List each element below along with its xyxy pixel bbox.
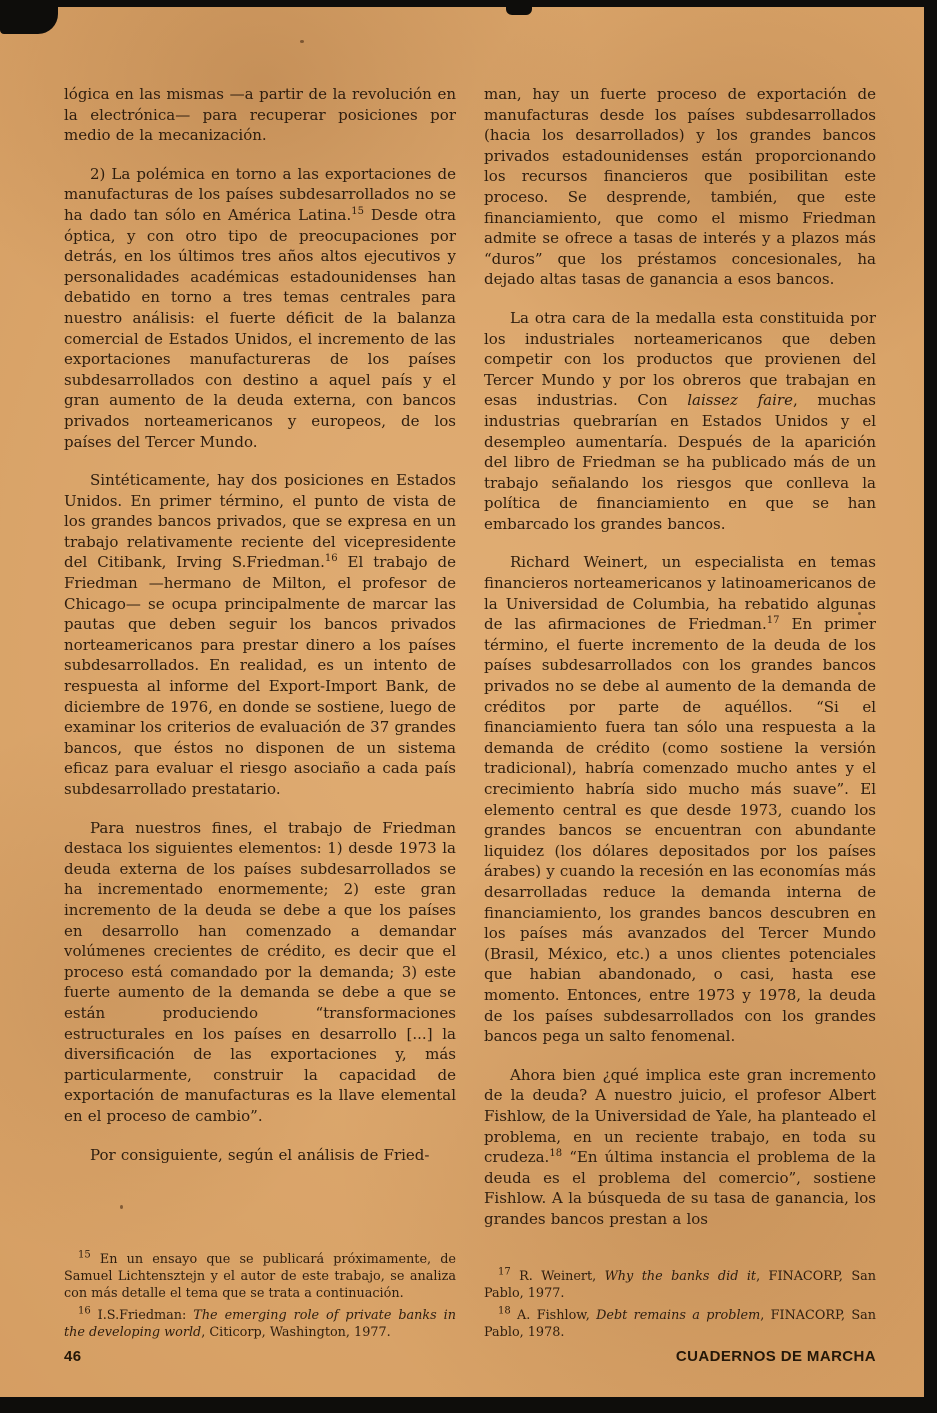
text-segment: La otra cara de la medalla esta constituida por los industriales norteamericanos que deben competir con los productos que provienen del Tercer Mundo y por los obreros que trabajan en esas industrias. Con (484, 308, 876, 410)
paragraph (64, 164, 456, 452)
paragraph (64, 1307, 456, 1341)
text-segment: En primer término, el fuerte incremento de la deuda de los países subdesarrollados con los grandes bancos privados no se debe al aumento de la demanda de créditos por parte de aquéllos. “Si el financiamiento fuera tan sólo una respuesta a la demanda de crédito (como sostiene la versión tradicional), habría comenzado mucho antes y el crecimiento habría sido mucho más suave”. El elemento central es que desde 1973, cuando los grandes bancos se encuentran con abundante liquidez (los dólares depositados por los países árabes) y cuando la recesión en las economías más desarrolladas reduce la demanda interna de financiamiento, los grandes bancos descubren en los países más avanzados del Tercer Mundo (Brasil, México, etc.) a unos clientes potenciales que habian abandonado, o casi, hasta ese momento. Entonces, entre 1973 y 1978, la deuda de los países subdesarrollados con los grandes bancos pega un salto fenomenal. (484, 615, 876, 1046)
text-segment: 2) La polémica en torno a las exportaciones de manufacturas de los países subdesarrollados no se ha dado tan sólo en América Latina. (64, 164, 456, 224)
text-segment: R. Weinert, (510, 1269, 605, 1284)
footnote-reference: 17 (766, 615, 780, 627)
scan-notch-top (506, 6, 532, 15)
text-segment: Desde otra óptica, y con otro tipo de preocupaciones por detrás, en los últimos tres años altos ejecutivos y personalidades académicas estadounidenses han debatido en torno a tres temas centrales para nuestro análisis: el fuerte déficit de la balanza comercial de Estados Unidos, el incremento de las exportaciones manufactureras de los países subdesarrollados con destino a aquel país y el gran aumento de la deuda externa, con bancos privados norteamericanos y europeos, de los países del Tercer Mundo. (64, 205, 456, 451)
text-segment: lógica en las mismas —a partir de la revolución en la electrónica— para recuperar posiciones por medio de la mecanización. (64, 85, 456, 145)
footnote-reference: 16 (324, 553, 338, 565)
right-column (484, 84, 876, 1346)
text-segment: Sintéticamente, hay dos posiciones en Estados Unidos. En primer término, el punto de vista de los grandes bancos privados, que se expresa en un trabajo relativamente reciente del vicepresidente del Citibank, Irving S.Friedman. (64, 471, 456, 572)
scan-corner-top-left (0, 0, 58, 34)
page-content (64, 84, 876, 1346)
text-segment: , Citicorp, Washington, 1977. (201, 1325, 391, 1340)
text-segment: I.S.Friedman: (90, 1308, 194, 1323)
footnote-reference: 15 (78, 1249, 91, 1261)
text-segment: , muchas industrias quebrarían en Estados Unidos y el desempleo aumentaría. Después de la aparición del libro de Friedman se ha publicado más de un trabajo señalando los riesgos que conlleva la política de financiamiento en que se han embarcado los grandes bancos. (484, 391, 876, 533)
paragraph (484, 84, 876, 290)
footnote-reference: 18 (549, 1148, 563, 1160)
text-segment: , FINACORP, San Pablo, 1978. (484, 1308, 876, 1340)
footnote-reference: 15 (351, 205, 364, 217)
paragraph (484, 552, 876, 1046)
page-number: 46 (64, 1348, 82, 1365)
left-column-text (64, 84, 456, 1183)
paragraph (484, 1065, 876, 1230)
text-segment: , FINACORP, San Pablo, 1977. (484, 1269, 876, 1301)
text-segment: El trabajo de Friedman —hermano de Milton, el profesor de Chicago— se ocupa principalmente de marcar las pautas que deben seguir los bancos privados norteamericanos para prestar dinero a los países subdesarrollados. En realidad, es un intento de respuesta al informe del Export-Import Bank, de diciembre de 1976, en donde se sostiene, luego de examinar los criterios de evaluación de 37 grandes bancos, que éstos no disponen de un sistema eficaz para evaluar el riesgo asociaño a cada país subdesarrollado prestatario. (64, 553, 456, 798)
text-segment: Why the banks did it (604, 1269, 757, 1284)
footnote-reference: 18 (498, 1305, 511, 1317)
page-footer (64, 1348, 876, 1365)
text-segment: Por consiguiente, según el análisis de Fried- (90, 1145, 430, 1164)
text-segment: En un ensayo que se publicará próximamente, de Samuel Lichtensztejn y el autor de este trabajo, se analiza con más detalle el tema que se trata a continuación. (64, 1252, 456, 1301)
scan-edge-right (924, 0, 937, 1413)
text-segment: Para nuestros fines, el trabajo de Friedman destaca los siguientes elementos: 1) desde 1973 la deuda externa de los países subdesarrollados se ha incrementado enormemente; 2) este gran incremento de la deuda se debe a que los países en desarrollo han comenzado a demandar volúmenes crecientes de crédito, es decir que el proceso está comandado por la demanda; 3) este fuerte aumento de la demanda se debe a que se están produciendo “transformaciones estructurales en los países en desarrollo [...] la diversificación de las exportaciones y, más particularmente, construir la capacidad de exportación de manufacturas es la llave elemental en el proceso de cambio”. (64, 818, 456, 1125)
paragraph (64, 1145, 456, 1166)
paragraph (64, 84, 456, 146)
footnote-reference: 17 (498, 1266, 511, 1278)
paragraph (64, 1251, 456, 1302)
paragraph (64, 470, 456, 800)
right-column-footnotes (484, 1268, 876, 1346)
text-segment: Debt remains a problem (596, 1308, 761, 1323)
text-segment: Richard Weinert, un especialista en temas financieros norteamericanos y latinoamericanos de la Universidad de Columbia, ha rebatido algunas de las afirmaciones de Friedman. (484, 553, 876, 634)
scan-edge-top (0, 0, 937, 7)
paragraph (64, 818, 456, 1127)
scan-edge-bottom (0, 1397, 937, 1413)
paragraph (484, 308, 876, 535)
text-segment: Ahora bien ¿qué implica este gran incremento de la deuda? A nuestro juicio, el profesor Albert Fishlow, de la Universidad de Yale, ha planteado el problema, en un reciente trabajo, en toda su crudeza. (484, 1065, 876, 1167)
text-segment: laissez faire (687, 391, 793, 410)
paper-speck (300, 40, 304, 43)
text-segment: A. Fishlow, (510, 1308, 597, 1323)
text-segment: “En última instancia el problema de la deuda es el problema del comercio”, sostiene Fishlow. A la búsqueda de su tasa de ganancia, los grandes bancos prestan a los (484, 1148, 876, 1228)
publication-name: CUADERNOS DE MARCHA (675, 1348, 876, 1365)
text-segment: The emerging role of private banks in the developing world (64, 1308, 456, 1340)
paragraph (484, 1268, 876, 1302)
left-column (64, 84, 456, 1346)
footnote-reference: 16 (78, 1305, 91, 1317)
right-column-text (484, 84, 876, 1247)
paragraph (484, 1307, 876, 1341)
left-column-footnotes (64, 1251, 456, 1346)
text-segment: man, hay un fuerte proceso de exportación de manufacturas desde los países subdesarrollados (hacia los desarrollados) y los grandes bancos privados estadounidenses están proporcionando los recursos financieros que posibilitan este proceso. Se desprende, también, que este financiamiento, que como el mismo Friedman admite se ofrece a tasas de interés y a plazos más “duros” que los préstamos concesionales, ha dejado altas tasas de ganancia a esos bancos. (484, 85, 876, 289)
